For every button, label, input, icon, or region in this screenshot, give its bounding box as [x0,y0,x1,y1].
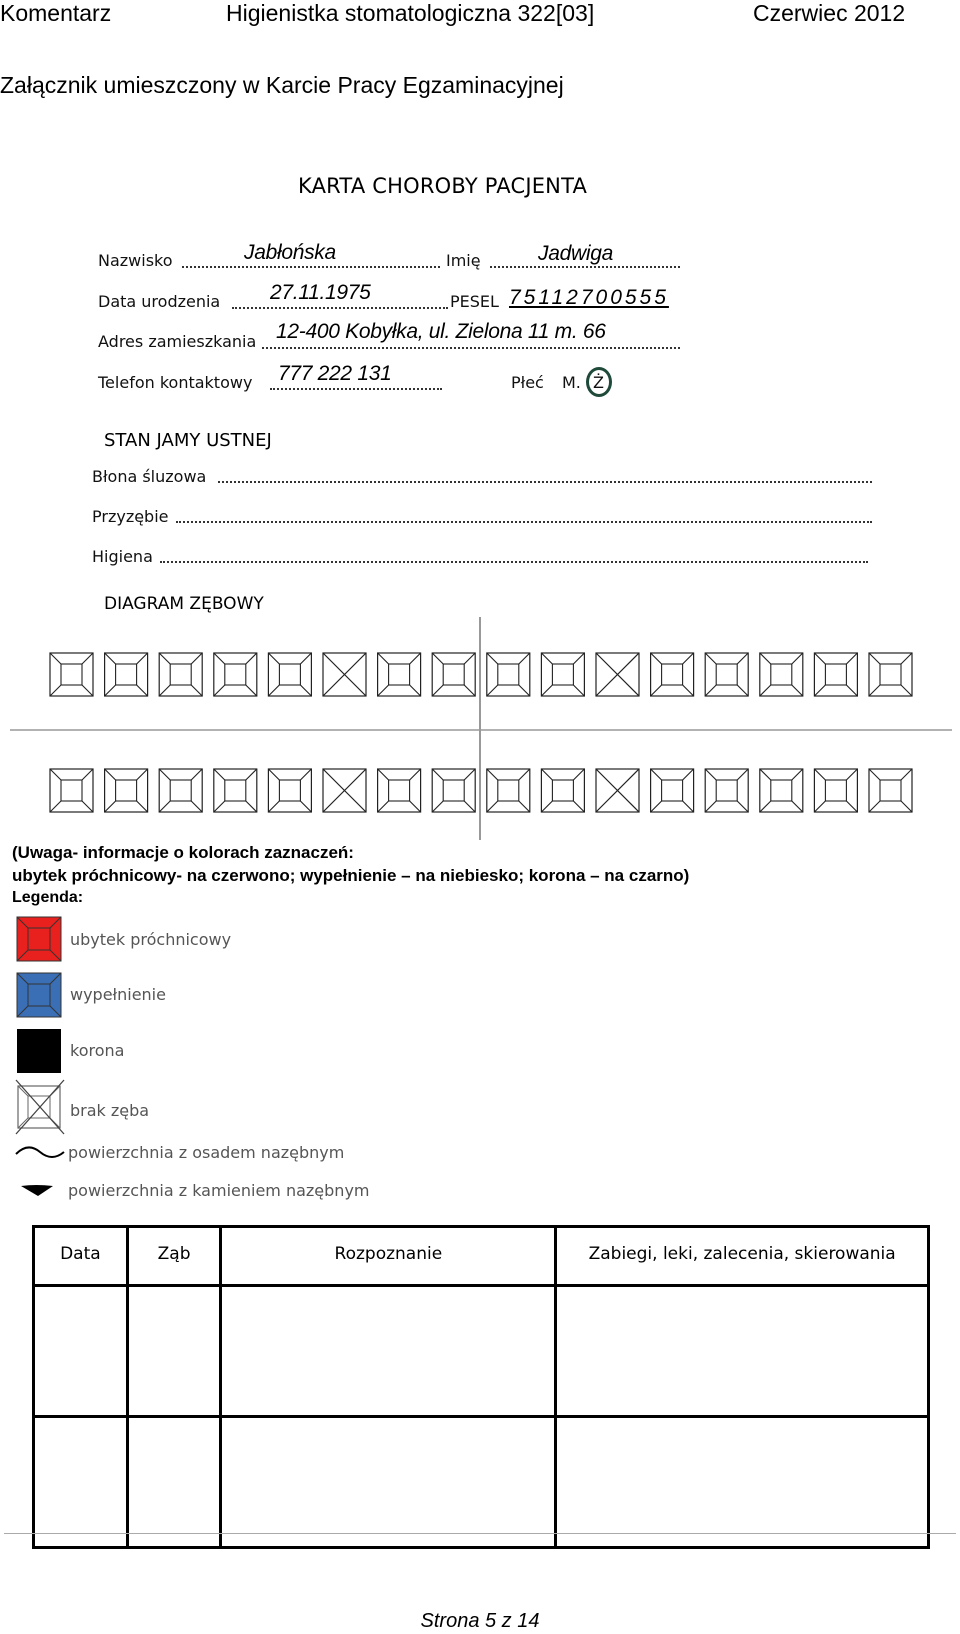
upper-tooth-8[interactable] [432,653,475,696]
lower-tooth-9[interactable] [487,769,530,812]
table-cell[interactable] [221,1286,556,1417]
lower-tooth-5[interactable] [268,769,311,812]
pesel-label: PESEL [450,292,499,311]
upper-tooth-1[interactable] [50,653,93,696]
lower-tooth-15[interactable] [814,769,857,812]
surname-value: Jabłońska [244,241,336,264]
address-label: Adres zamieszkania [98,332,257,351]
upper-tooth-5[interactable] [268,653,311,696]
dob-dotted-line [232,307,448,309]
column-header-treatment: Zabiegi, leki, zalecenia, skierowania [556,1227,929,1286]
page-number: Strona 5 z 14 [420,1610,540,1632]
legend-title: Legenda: [12,889,84,906]
lower-tooth-10[interactable] [541,769,584,812]
lower-tooth-2[interactable] [105,769,148,812]
dob-label: Data urodzenia [98,292,221,311]
upper-tooth-3[interactable] [159,653,202,696]
color-note-line-2: ubytek próchnicowy- na czerwono; wypełnienie – na niebiesko; korona – na czarno) [12,866,690,885]
pesel-value: 75112700555 [509,286,669,309]
phone-label: Telefon kontaktowy [98,373,253,392]
table-cell[interactable] [556,1417,929,1548]
name-dotted-line [490,266,680,268]
table-cell[interactable] [127,1417,221,1548]
table-cell[interactable] [34,1417,128,1548]
upper-tooth-6[interactable] [323,653,366,696]
upper-tooth-12[interactable] [651,653,694,696]
page-bottom-rule [4,1533,956,1534]
card-title: KARTA CHOROBY PACJENTA [298,174,588,198]
lower-tooth-8[interactable] [432,769,475,812]
dob-value: 27.11.1975 [270,281,371,304]
plaque-icon [14,1142,66,1162]
lower-tooth-6[interactable] [323,769,366,812]
lower-tooth-4[interactable] [214,769,257,812]
sex-option-f: Ż [593,373,604,392]
lower-tooth-14[interactable] [760,769,803,812]
upper-tooth-14[interactable] [760,653,803,696]
upper-tooth-13[interactable] [705,653,748,696]
dental-diagram [0,610,960,850]
sex-label: Płeć [511,373,544,392]
calculus-icon [20,1184,54,1198]
table-cell[interactable] [556,1286,929,1417]
address-value: 12-400 Kobyłka, ul. Zielona 11 m. 66 [276,320,606,343]
table-row [34,1417,929,1548]
table-row [34,1286,929,1417]
table-cell[interactable] [127,1286,221,1417]
table-cell[interactable] [34,1286,128,1417]
upper-tooth-7[interactable] [378,653,421,696]
page-subtitle: Załącznik umieszczony w Karcie Pracy Egzaminacyjnej [0,72,564,98]
hygiene-label: Higiena [92,547,153,566]
upper-tooth-15[interactable] [814,653,857,696]
surname-label: Nazwisko [98,251,173,270]
upper-tooth-4[interactable] [214,653,257,696]
mucosa-label: Błona śluzowa [92,467,207,486]
column-header-date: Data [34,1227,128,1286]
lower-tooth-13[interactable] [705,769,748,812]
lower-tooth-16[interactable] [869,769,912,812]
column-header-tooth: Ząb [127,1227,221,1286]
upper-tooth-9[interactable] [487,653,530,696]
phone-dotted-line [270,388,442,390]
name-label: Imię [446,251,481,270]
missing-tooth-icon [14,1078,66,1136]
phone-value: 777 222 131 [278,362,392,385]
header-left: Komentarz [0,0,112,26]
table-header-row [34,1227,929,1286]
hygiene-dotted-line [160,561,868,563]
legend-label-caries: ubytek próchnicowy [70,930,232,949]
caries-icon [16,916,62,962]
column-header-diagnosis: Rozpoznanie [221,1227,556,1286]
table-cell[interactable] [221,1417,556,1548]
upper-tooth-11[interactable] [596,653,639,696]
crown-icon [16,1028,62,1074]
surname-dotted-line [182,266,440,268]
legend-label-plaque: powierzchnia z osadem nazębnym [68,1143,345,1162]
upper-tooth-2[interactable] [105,653,148,696]
legend-label-missing: brak zęba [70,1101,150,1120]
lower-tooth-1[interactable] [50,769,93,812]
header-right: Czerwiec 2012 [753,0,906,26]
address-dotted-line [262,347,680,349]
name-value: Jadwiga [538,242,613,265]
legend-label-crown: korona [70,1041,125,1060]
dental-diagram-title: DIAGRAM ZĘBOWY [104,594,264,614]
upper-tooth-16[interactable] [869,653,912,696]
lower-tooth-7[interactable] [378,769,421,812]
header-center: Higienistka stomatologiczna 322[03] [226,0,595,26]
mucosa-dotted-line [218,481,872,483]
sex-option-m: M. [562,373,581,392]
legend-label-filling: wypełnienie [70,985,166,1004]
filling-icon [16,972,62,1018]
lower-tooth-11[interactable] [596,769,639,812]
gums-dotted-line [176,521,872,523]
color-note-line-1: (Uwaga- informacje o kolorach zaznaczeń: [12,843,354,862]
treatment-table [32,1225,930,1549]
upper-tooth-10[interactable] [541,653,584,696]
oral-status-title: STAN JAMY USTNEJ [104,430,272,451]
lower-tooth-3[interactable] [159,769,202,812]
legend-label-calculus: powierzchnia z kamieniem nazębnym [68,1181,370,1200]
gums-label: Przyzębie [92,507,169,526]
lower-tooth-12[interactable] [651,769,694,812]
